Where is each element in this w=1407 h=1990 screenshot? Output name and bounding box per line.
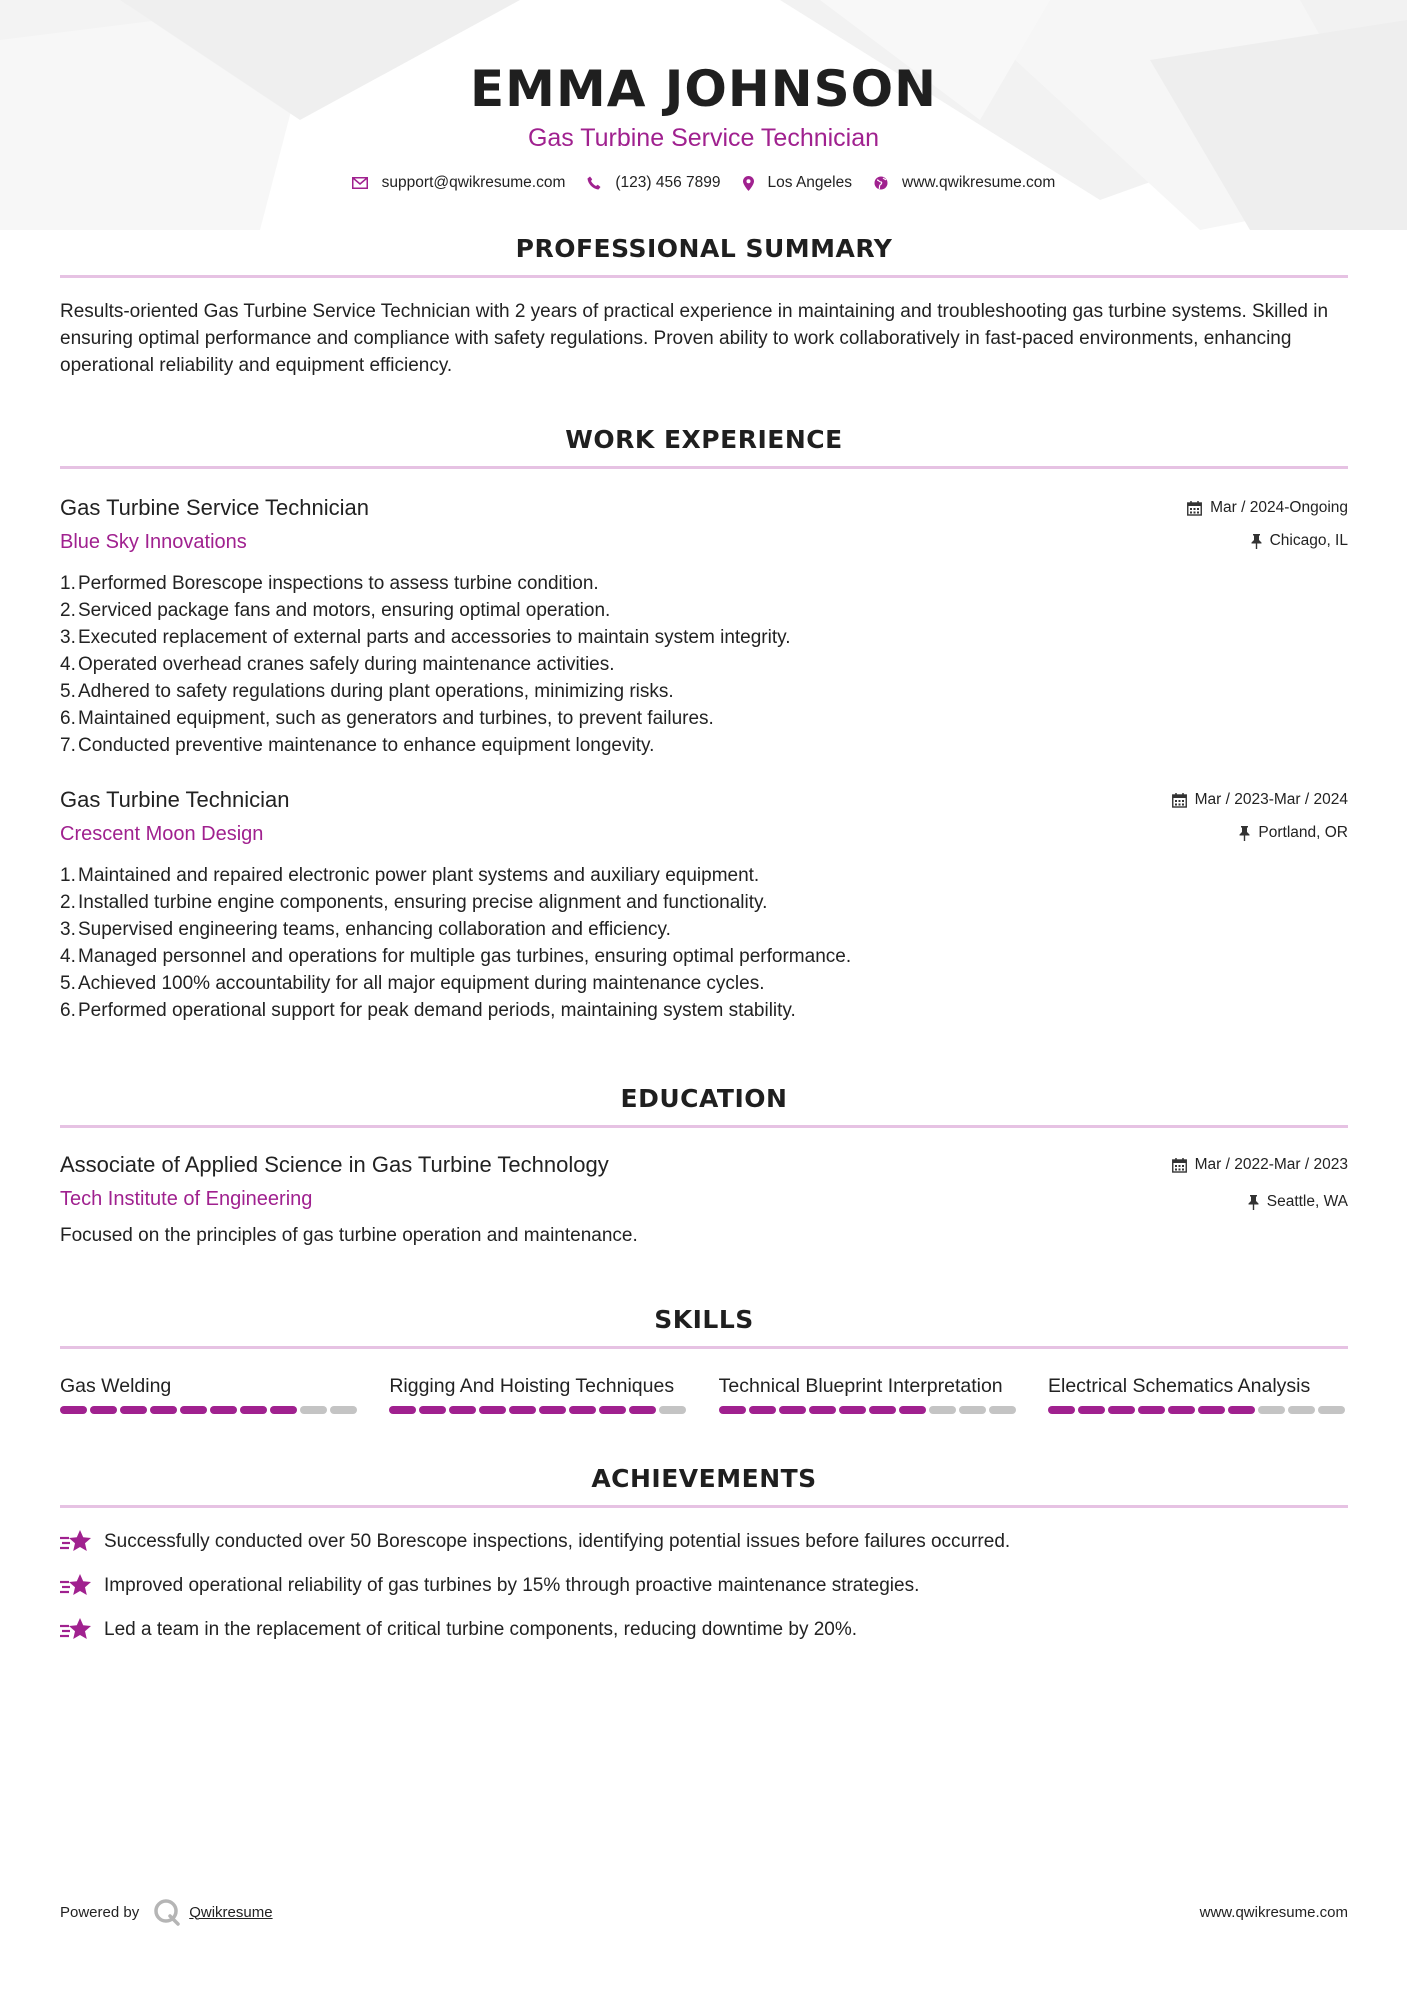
achievement-text: Successfully conducted over 50 Borescope inspections, identifying potential issues before failures occurred.: [104, 1531, 1011, 1552]
contact-bar: [0, 174, 1407, 192]
job-location: Chicago, IL: [1269, 532, 1348, 549]
skill-item: [60, 1373, 360, 1414]
skill-segment-empty: [1288, 1406, 1315, 1414]
qwikresume-link[interactable]: Qwikresume: [189, 1903, 273, 1921]
skill-segment-filled: [779, 1406, 806, 1414]
skill-segment-filled: [1048, 1406, 1075, 1414]
job-company: Blue Sky Innovations: [60, 531, 247, 553]
education-description: Focused on the principles of gas turbine operation and maintenance.: [60, 1225, 638, 1246]
school-name: Tech Institute of Engineering: [60, 1188, 313, 1210]
skill-segment-filled: [599, 1406, 626, 1414]
skill-segment-filled: [60, 1406, 87, 1414]
footer-website-link[interactable]: www.qwikresume.com: [1199, 1903, 1348, 1921]
achievement-text: Led a team in the replacement of critical turbine components, reducing downtime by 20%.: [104, 1619, 858, 1640]
job-bullet-list: [60, 570, 1348, 759]
skill-segment-filled: [569, 1406, 596, 1414]
calendar-icon: [1172, 793, 1187, 808]
education-heading: EDUCATION: [620, 1084, 788, 1113]
skill-segment-filled: [150, 1406, 177, 1414]
achievement-item: [60, 1572, 1348, 1599]
experience-heading: WORK EXPERIENCE: [565, 425, 843, 454]
skill-segment-filled: [629, 1406, 656, 1414]
star-icon: [60, 1529, 92, 1555]
list-item: 6. Performed operational support for peak demand periods, maintaining system stability.: [60, 1000, 796, 1021]
skill-segment-empty: [929, 1406, 956, 1414]
job-dates: Mar / 2023-Mar / 2024: [1194, 791, 1348, 808]
skill-segment-filled: [839, 1406, 866, 1414]
skills-grid: [60, 1373, 1348, 1414]
skill-name: Rigging And Hoisting Techniques: [389, 1375, 675, 1397]
skill-segment-filled: [210, 1406, 237, 1414]
list-item: 7. Conducted preventive maintenance to enhance equipment longevity.: [60, 735, 655, 756]
powered-by-label: Powered by: [60, 1903, 140, 1921]
calendar-icon: [1187, 501, 1202, 516]
job-entry: [60, 785, 1348, 1024]
list-item: 2. Installed turbine engine components, ensuring precise alignment and functionality.: [60, 892, 768, 913]
skill-segment-filled: [419, 1406, 446, 1414]
contact-email[interactable]: [352, 174, 566, 192]
skill-segment-filled: [869, 1406, 896, 1414]
job-location: Portland, OR: [1258, 824, 1348, 841]
pushpin-icon: [1251, 534, 1262, 549]
pushpin-icon: [1248, 1195, 1259, 1210]
qwikresume-logo-icon: [153, 1898, 181, 1926]
resume-header: [0, 0, 1407, 192]
skill-level-bar: [389, 1406, 689, 1414]
skill-segment-empty: [300, 1406, 327, 1414]
map-pin-icon: [743, 176, 754, 191]
education-location: Seattle, WA: [1266, 1193, 1348, 1210]
job-bullet-list: [60, 862, 1348, 1024]
education-entry: [60, 1150, 1348, 1249]
list-item: 3. Executed replacement of external parts and accessories to maintain system integrity.: [60, 627, 791, 648]
education-section: [60, 1082, 1348, 1249]
resume-body: [60, 232, 1348, 1660]
contact-location-text: Los Angeles: [767, 174, 852, 191]
skill-segment-filled: [809, 1406, 836, 1414]
skill-level-bar: [719, 1406, 1019, 1414]
skill-segment-filled: [1198, 1406, 1225, 1414]
resume-footer: [60, 1898, 1348, 1926]
skill-segment-filled: [479, 1406, 506, 1414]
job-entry: [60, 493, 1348, 759]
job-dates: Mar / 2024-Ongoing: [1210, 499, 1348, 516]
list-item: 5. Achieved 100% accountability for all major equipment during maintenance cycles.: [60, 973, 765, 994]
contact-location: [743, 174, 852, 192]
achievements-list: [60, 1528, 1348, 1643]
experience-section: [60, 423, 1348, 1024]
skill-segment-empty: [1258, 1406, 1285, 1414]
summary-section: [60, 232, 1348, 379]
section-divider: [60, 275, 1348, 278]
skill-segment-empty: [659, 1406, 686, 1414]
skills-section: [60, 1303, 1348, 1414]
education-dates: Mar / 2022-Mar / 2023: [1194, 1156, 1348, 1173]
list-item: 5. Adhered to safety regulations during plant operations, minimizing risks.: [60, 681, 674, 702]
skill-segment-filled: [1168, 1406, 1195, 1414]
skill-name: Technical Blueprint Interpretation: [718, 1375, 1003, 1397]
summary-heading: PROFESSIONAL SUMMARY: [515, 234, 893, 263]
phone-icon: [587, 176, 601, 190]
achievement-item: [60, 1616, 1348, 1643]
section-divider: [60, 1125, 1348, 1128]
skill-segment-filled: [719, 1406, 746, 1414]
section-divider: [60, 1505, 1348, 1508]
globe-icon: [874, 176, 888, 190]
skill-segment-empty: [1318, 1406, 1345, 1414]
skill-segment-filled: [240, 1406, 267, 1414]
section-divider: [60, 466, 1348, 469]
contact-phone[interactable]: [587, 174, 720, 192]
contact-website[interactable]: [874, 174, 1055, 192]
skill-name: Gas Welding: [60, 1375, 172, 1397]
skill-segment-empty: [989, 1406, 1016, 1414]
skill-segment-filled: [270, 1406, 297, 1414]
pushpin-icon: [1239, 826, 1250, 841]
envelope-icon: [352, 177, 368, 189]
skill-segment-filled: [749, 1406, 776, 1414]
achievement-text: Improved operational reliability of gas turbines by 15% through proactive maintenance strategies.: [104, 1575, 920, 1596]
skill-item: [389, 1373, 689, 1414]
skill-segment-filled: [1108, 1406, 1135, 1414]
skill-segment-filled: [1078, 1406, 1105, 1414]
skill-level-bar: [1048, 1406, 1348, 1414]
star-icon: [60, 1617, 92, 1643]
star-icon: [60, 1573, 92, 1599]
list-item: 4. Managed personnel and operations for multiple gas turbines, ensuring optimal performance.: [60, 946, 852, 967]
skill-item: [1048, 1373, 1348, 1414]
skill-segment-filled: [120, 1406, 147, 1414]
achievements-heading: ACHIEVEMENTS: [591, 1464, 817, 1493]
skill-name: Electrical Schematics Analysis: [1047, 1375, 1311, 1397]
list-item: 1. Performed Borescope inspections to assess turbine condition.: [60, 573, 599, 594]
list-item: 4. Operated overhead cranes safely during maintenance activities.: [60, 654, 615, 675]
powered-by: [60, 1898, 273, 1926]
list-item: 1. Maintained and repaired electronic power plant systems and auxiliary equipment.: [60, 865, 760, 886]
job-company: Crescent Moon Design: [60, 823, 264, 845]
contact-website-text: www.qwikresume.com: [902, 174, 1056, 191]
skill-segment-filled: [899, 1406, 926, 1414]
skill-segment-filled: [539, 1406, 566, 1414]
skill-segment-filled: [449, 1406, 476, 1414]
skill-segment-filled: [509, 1406, 536, 1414]
achievements-section: [60, 1462, 1348, 1643]
candidate-name: EMMA JOHNSON: [470, 60, 937, 118]
skill-segment-empty: [330, 1406, 357, 1414]
degree-title: Associate of Applied Science in Gas Turbine Technology: [60, 1152, 609, 1177]
candidate-title: Gas Turbine Service Technician: [527, 124, 880, 152]
skill-segment-filled: [389, 1406, 416, 1414]
contact-email-text: support@qwikresume.com: [381, 174, 566, 191]
skill-item: [719, 1373, 1019, 1414]
achievement-item: [60, 1528, 1348, 1555]
calendar-icon: [1172, 1158, 1187, 1173]
skill-segment-filled: [1228, 1406, 1255, 1414]
skill-segment-empty: [959, 1406, 986, 1414]
job-title: Gas Turbine Service Technician: [60, 495, 369, 520]
section-divider: [60, 1346, 1348, 1349]
skill-segment-filled: [1138, 1406, 1165, 1414]
list-item: 3. Supervised engineering teams, enhancing collaboration and efficiency.: [60, 919, 671, 940]
skills-heading: SKILLS: [654, 1305, 754, 1334]
list-item: 2. Serviced package fans and motors, ensuring optimal operation.: [60, 600, 611, 621]
summary-text: Results-oriented Gas Turbine Service Technician with 2 years of practical experience in maintaining and troubleshooting gas turbine systems. Skilled in ensuring optimal performance and compliance with safety regulations. Proven ability to work collaboratively in fast-paced environments, enhancing operational reliability and equipment efficiency.: [60, 301, 1329, 376]
list-item: 6. Maintained equipment, such as generators and turbines, to prevent failures.: [60, 708, 714, 729]
skill-segment-filled: [180, 1406, 207, 1414]
skill-segment-filled: [90, 1406, 117, 1414]
contact-phone-text: (123) 456 7899: [615, 174, 721, 191]
skill-level-bar: [60, 1406, 360, 1414]
job-title: Gas Turbine Technician: [60, 787, 290, 812]
